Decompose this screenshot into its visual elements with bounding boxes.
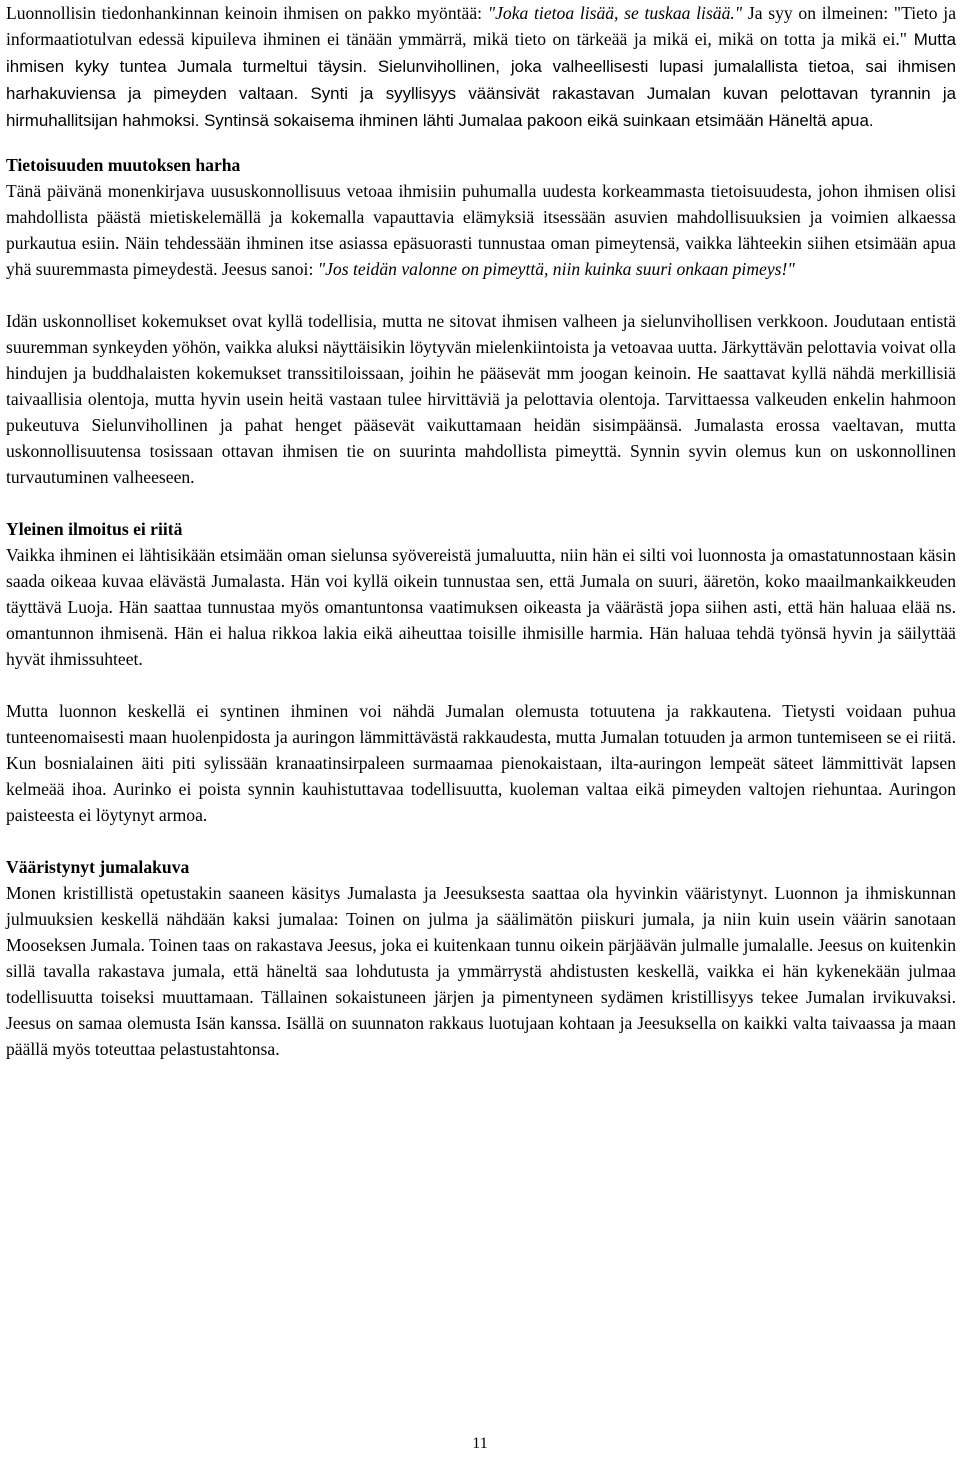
- section2-paragraph-1: Vaikka ihminen ei lähtisikään etsimään oman sielunsa syövereistä jumaluutta, niin hän ei silti voi luonnosta ja omastatunnostaan käsin saada oikeaa kuvaa elävästä Jumalasta. Hän voi kyllä oikein tunnustaa sen, että Jumala on suuri, ääretön, koko maailmankaikkeuden täyttävä Luoja. Hän saattaa tunnustaa myös omantuntonsa vaatimuksen oikeasta ja väärästä jopa siihen asti, että hän haluaa elää ns. omantunnon ihmisenä. Hän ei halua rikkoa lakia eikä aiheuttaa toisille ihmisille harmia. Hän haluaa tehdä työnsä hyvin ja säilyttää hyvät ihmissuhteet.: [6, 545, 956, 669]
- intro-text-sans: Mutta ihmisen kyky tuntea Jumala turmeltui täysin. Sielunvihollinen, joka valheellisesti lupasi jumalallista tietoa, sai ihmisen harhakuviensa ja pimeyden valtaan. Synti ja syyllisyys väänsivät rakastavan Jumalan kuvan pelottavan tyrannin ja hirmuhallitsijan hahmoksi. Syntinsä sokaisema ihminen lähti Jumalaa pakoon eikä suinkaan etsimään Häneltä apua.: [6, 30, 956, 130]
- intro-text-serif: Luonnollisin tiedonhankinnan keinoin ihmisen on pakko myöntää:: [6, 3, 488, 23]
- intro-paragraph: [6, 0, 956, 134]
- intro-text-serif-2: Ja syy on ilmeinen: "Tieto ja informaatiotulvan edessä kipuileva ihminen ei tänään ymmärrä, mikä tieto on tärkeää ja mikä ei, mikä on totta ja mikä ei.": [6, 3, 956, 49]
- section-heading-yleinen-ilmoitus: Yleinen ilmoitus ei riitä: [6, 519, 183, 539]
- section1-paragraph-2: Idän uskonnolliset kokemukset ovat kyllä todellisia, mutta ne sitovat ihmisen valheen ja sielunvihollisen verkkoon. Joudutaan entistä suuremman synkeyden yöhön, vaikka aluksi näyttäisikin löytyvän mielenkiintoista ja vetoavaa uutta. Järkyttävän pelottavia voivat olla hindujen ja buddhalaisten kokemukset transsitiloissaan, joihin he pääsevät mm joogan keinoin. He saattavat kyllä nähdä merkillisiä taivaallisia olentoja, mutta hyvin usein heitä vastaan tulee hirvittäviä ja pelottavia olentoja. Tarvittaessa valkeuden enkelin hahmoon pukeutuva Sielunvihollinen ja pahat henget pääsevät vaikuttamaan heidän sisimpäänsä. Jumalasta erossa vaeltavan, mutta uskonnollisuutensa tosissaan ottavan ihmisen tie on suurinta mahdollista pimeyttä. Synnin syvin olemus kun on uskonnollinen turvautuminen valheeseen.: [6, 311, 956, 487]
- section1-paragraph-1: [6, 178, 956, 282]
- section3-paragraph-1: Monen kristillistä opetustakin saaneen käsitys Jumalasta ja Jeesuksesta saattaa ola hyvinkin vääristynyt. Luonnon ja ihmiskunnan julmuuksien keskellä nähdään kaksi jumalaa: Toinen on julma ja säälimätön piiskuri jumala, ja niin kuin usein väärin sanotaan Mooseksen Jumala. Toinen taas on rakastava Jeesus, joka ei kuitenkaan tunnu oikein pärjäävän julmalle jumalalle. Jeesus on kuitenkin sillä tavalla rakastava jumala, että häneltä saa lohdutusta ja ymmärrystä ahdistusten keskellä, vaikka ei hän kykenekään julmaa todellisuutta toiseksi muuttamaan. Tällainen sokaistuneen järjen ja pimentyneen sydämen kristillisyys tekee Jumalan irvikuvaksi. Jeesus on samaa olemusta Isän kanssa. Isällä on suunnaton rakkaus luotujaan kohtaan ja Jeesuksella on kaikki valta taivaassa ja maan päällä myös toteuttaa pelastustahtonsa.: [6, 883, 956, 1059]
- section2-paragraph-2: Mutta luonnon keskellä ei syntinen ihminen voi nähdä Jumalan olemusta totuutena ja rakkautena. Tietysti voidaan puhua tunteenomaisesti maan huolenpidosta ja auringon lämmittävästä rakkaudesta, mutta Jumalan totuuden ja armon tuntemiseen se ei riitä. Kun bosnialainen äiti piti sylissään kranaatinsirpaleen surmaamaa pienokaistaan, ilta-auringon lempeät säteet lämmittivät lapsen kelmeää ihoa. Aurinko ei poista synnin kauhistuttavaa todellisuutta, kuoleman valtaa eikä pimeyden valtojen riehuntaa. Auringon paisteesta ei löytynyt armoa.: [6, 701, 956, 825]
- document-page: [6, 0, 956, 1062]
- intro-quote: "Joka tietoa lisää, se tuskaa lisää.": [487, 3, 743, 23]
- section1-p1-text: Tänä päivänä monenkirjava uususkonnollisuus vetoaa ihmisiin puhumalla uudesta korkeammasta tietoisuudesta, johon ihmisen olisi mahdollista päästä mietiskelemällä ja kokemalla vapauttavia elämyksiä itsessään asuvien mahdollisuuksien ja voimien alkaessa purkautua esiin. Näin tehdessään ihminen itse asiassa epäsuorasti tunnustaa oman pimeytensä, vaikka lähteekin siihen etsimään apua yhä suuremmasta pimeydestä. Jeesus sanoi:: [6, 181, 956, 279]
- page-number: 11: [472, 1435, 488, 1452]
- section-heading-jumalakuva: Vääristynyt jumalakuva: [6, 857, 190, 877]
- section-heading-tietoisuus: Tietoisuuden muutoksen harha: [6, 155, 241, 175]
- section1-p1-quote: "Jos teidän valonne on pimeyttä, niin kuinka suuri onkaan pimeys!": [317, 259, 795, 279]
